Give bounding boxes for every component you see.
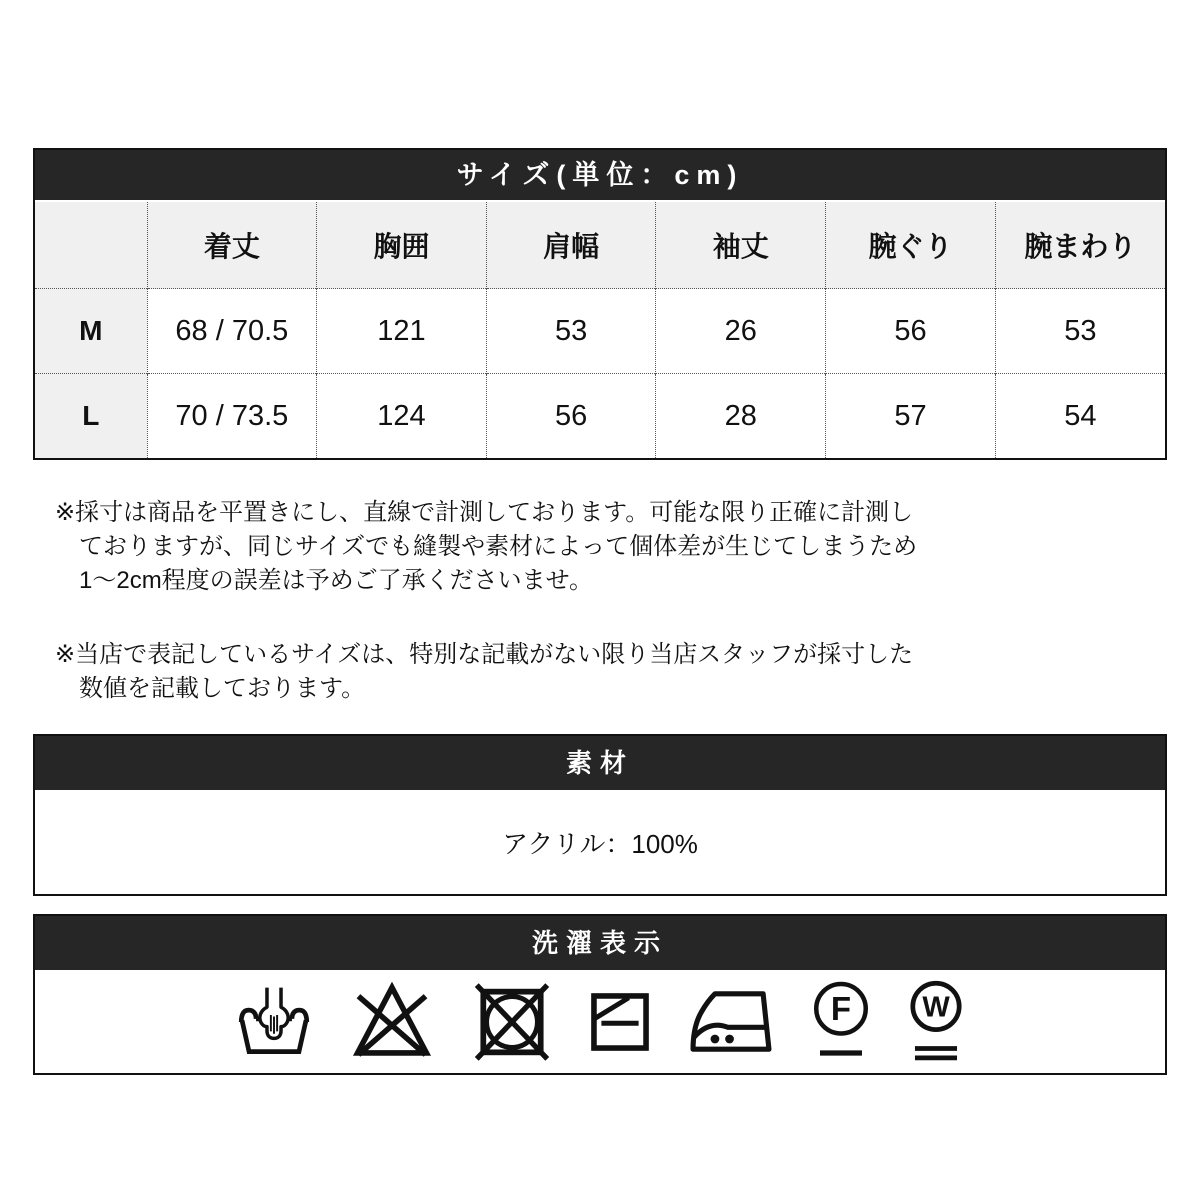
svg-text:F: F xyxy=(830,990,852,1027)
cell-value: 28 xyxy=(656,374,826,459)
size-chart-section xyxy=(33,148,1167,460)
row-label: M xyxy=(35,289,147,374)
care-icons-row xyxy=(35,970,1165,1073)
size-table-header-row xyxy=(35,202,1165,289)
note-line: 数値を記載しております。 xyxy=(79,675,366,702)
cell-value: 53 xyxy=(486,289,656,374)
table-row-size-m xyxy=(35,289,1165,374)
cell-value: 57 xyxy=(826,374,996,459)
column-header: 袖丈 xyxy=(656,202,826,289)
cell-value: 68 / 70.5 xyxy=(147,289,317,374)
care-label-section xyxy=(33,914,1167,1075)
row-label: L xyxy=(35,374,147,459)
column-header: 腕ぐり xyxy=(826,202,996,289)
do-not-bleach-icon xyxy=(349,979,435,1065)
column-header: 着丈 xyxy=(147,202,317,289)
column-header: 腕まわり xyxy=(995,202,1165,289)
material-section-title: 素材 xyxy=(35,736,1165,790)
note-line: 1〜2cm程度の誤差は予めご了承くださいませ。 xyxy=(79,567,593,594)
note-measurement-accuracy xyxy=(55,496,1167,598)
cell-value: 56 xyxy=(826,289,996,374)
cell-value: 53 xyxy=(995,289,1165,374)
note-line: ておりますが、同じサイズでも縫製や素材によって個体差が生じてしまうため xyxy=(79,533,918,560)
note-line: ※採寸は商品を平置きにし、直線で計測しております。可能な限り正確に計測し xyxy=(55,499,914,526)
material-value: アクリル：100% xyxy=(502,828,698,859)
cell-value: 26 xyxy=(656,289,826,374)
product-spec-page xyxy=(33,0,1167,1075)
cell-value: 70 / 73.5 xyxy=(147,374,317,459)
column-header: 肩幅 xyxy=(486,202,656,289)
table-row-size-l xyxy=(35,374,1165,459)
dry-clean-petroleum-F-icon xyxy=(811,980,871,1063)
size-table-corner-cell xyxy=(35,202,147,289)
note-line: ※当店で表記しているサイズは、特別な記載がない限り当店スタッフが採寸した xyxy=(55,641,914,668)
column-header: 胸囲 xyxy=(317,202,487,289)
cell-value: 56 xyxy=(486,374,656,459)
hand-wash-icon xyxy=(235,983,313,1061)
care-section-title: 洗濯表示 xyxy=(35,916,1165,970)
iron-medium-heat-icon xyxy=(687,985,775,1058)
size-section-title: サイズ(単位：cm) xyxy=(35,150,1165,202)
note-staff-measured xyxy=(55,638,1167,706)
cell-value: 54 xyxy=(995,374,1165,459)
dry-flat-in-shade-icon xyxy=(589,990,651,1054)
wet-clean-gentle-W-icon xyxy=(907,980,965,1064)
material-section xyxy=(33,734,1167,896)
cell-value: 121 xyxy=(317,289,487,374)
size-table xyxy=(35,202,1165,458)
cell-value: 124 xyxy=(317,374,487,459)
svg-text:W: W xyxy=(922,991,950,1024)
do-not-tumble-dry-icon xyxy=(471,980,553,1064)
measurement-notes xyxy=(55,496,1167,706)
